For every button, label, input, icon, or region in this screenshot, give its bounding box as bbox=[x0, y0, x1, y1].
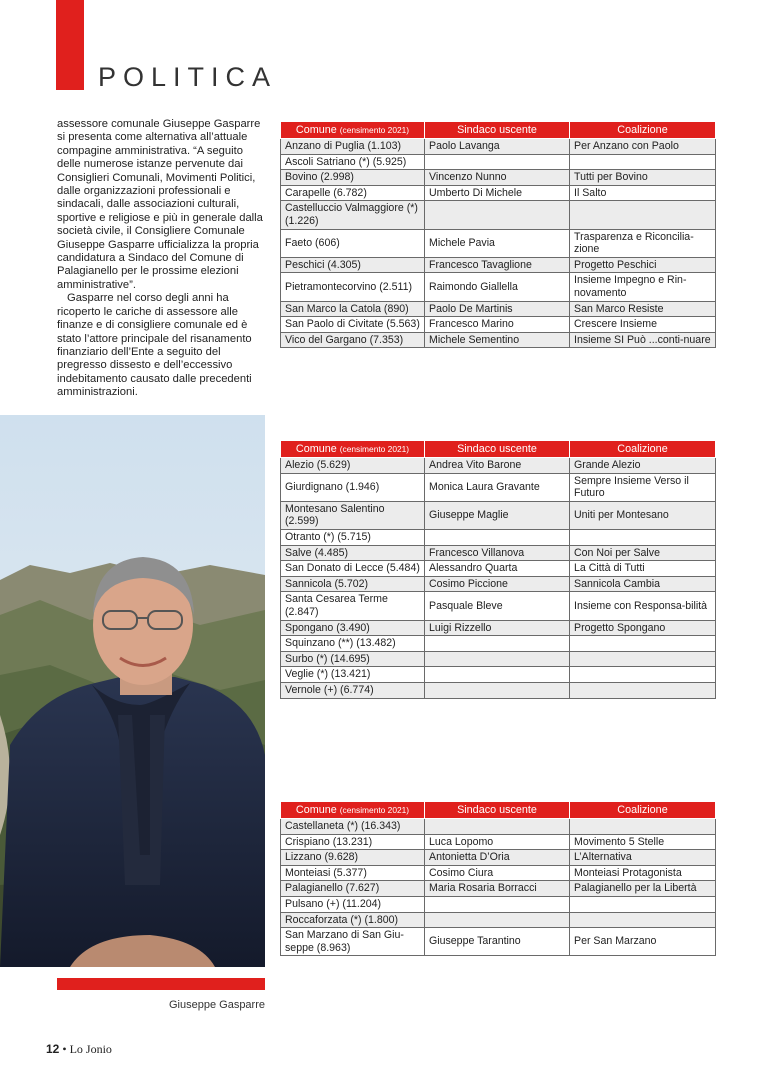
cell-sindaco: Alessandro Quarta bbox=[425, 561, 570, 577]
table-row bbox=[281, 865, 716, 881]
cell-comune: San Marzano di San Giu-seppe (8.963) bbox=[281, 928, 425, 956]
footer-separator: • bbox=[62, 1042, 67, 1056]
table-row bbox=[281, 317, 716, 333]
cell-coalizione: Insieme con Responsa-bilità bbox=[570, 592, 716, 620]
cell-coalizione bbox=[570, 896, 716, 912]
cell-comune: Giurdignano (1.946) bbox=[281, 473, 425, 501]
column-header-label: Comune bbox=[295, 124, 337, 136]
table-row bbox=[281, 651, 716, 667]
cell-sindaco bbox=[425, 682, 570, 698]
table-row bbox=[281, 501, 716, 529]
column-header-sindaco: Sindaco uscente bbox=[425, 802, 570, 819]
table-row bbox=[281, 682, 716, 698]
cell-sindaco: Paolo De Martinis bbox=[425, 301, 570, 317]
cell-sindaco: Raimondo Giallella bbox=[425, 273, 570, 301]
table-row bbox=[281, 529, 716, 545]
cell-sindaco: Umberto Di Michele bbox=[425, 185, 570, 201]
article-text bbox=[57, 118, 265, 400]
article-paragraph: Gasparre nel corso degli anni ha ricoperto le cariche di assessore alle finanze e di consigliere comunale ed è stato l’attore principale del risanamento finanziario dell’Ente a seguito del pregresso dissesto e dell’eccessivo indebitamento causato dalle precedenti amministrazioni. bbox=[57, 292, 252, 399]
results-table-lecce bbox=[280, 440, 716, 699]
cell-sindaco: Cosimo Piccione bbox=[425, 576, 570, 592]
cell-comune: Pietramontecorvino (2.511) bbox=[281, 273, 425, 301]
cell-comune: Peschici (4.305) bbox=[281, 257, 425, 273]
magazine-name: Lo Jonio bbox=[69, 1042, 112, 1056]
cell-coalizione: Per San Marzano bbox=[570, 928, 716, 956]
column-header-comune bbox=[281, 441, 425, 458]
cell-sindaco bbox=[425, 651, 570, 667]
cell-coalizione: Uniti per Montesano bbox=[570, 501, 716, 529]
table-row bbox=[281, 592, 716, 620]
cell-sindaco bbox=[425, 896, 570, 912]
column-header-coalizione: Coalizione bbox=[570, 802, 716, 819]
cell-coalizione bbox=[570, 651, 716, 667]
cell-coalizione: Sannicola Cambia bbox=[570, 576, 716, 592]
table-row bbox=[281, 154, 716, 170]
cell-sindaco bbox=[425, 912, 570, 928]
table-row bbox=[281, 170, 716, 186]
cell-coalizione bbox=[570, 154, 716, 170]
table-row bbox=[281, 667, 716, 683]
table-row bbox=[281, 620, 716, 636]
cell-coalizione bbox=[570, 912, 716, 928]
cell-sindaco bbox=[425, 529, 570, 545]
table-row bbox=[281, 201, 716, 229]
portrait-photo bbox=[0, 415, 265, 967]
page-number: 12 bbox=[46, 1042, 60, 1056]
cell-coalizione: Sempre Insieme Verso il Futuro bbox=[570, 473, 716, 501]
results-table-taranto bbox=[280, 801, 716, 956]
cell-coalizione: Crescere Insieme bbox=[570, 317, 716, 333]
table-row bbox=[281, 881, 716, 897]
cell-sindaco: Paolo Lavanga bbox=[425, 139, 570, 155]
cell-comune: Crispiano (13.231) bbox=[281, 834, 425, 850]
cell-sindaco: Giuseppe Tarantino bbox=[425, 928, 570, 956]
column-header-coalizione: Coalizione bbox=[570, 122, 716, 139]
table-row bbox=[281, 229, 716, 257]
cell-sindaco: Cosimo Ciura bbox=[425, 865, 570, 881]
cell-sindaco bbox=[425, 636, 570, 652]
cell-sindaco: Luca Lopomo bbox=[425, 834, 570, 850]
cell-sindaco bbox=[425, 201, 570, 229]
table-row bbox=[281, 185, 716, 201]
cell-comune: Spongano (3.490) bbox=[281, 620, 425, 636]
cell-comune: Sannicola (5.702) bbox=[281, 576, 425, 592]
cell-comune: Castellaneta (*) (16.343) bbox=[281, 819, 425, 835]
column-header-comune bbox=[281, 802, 425, 819]
cell-sindaco: Pasquale Bleve bbox=[425, 592, 570, 620]
cell-comune: San Marco la Catola (890) bbox=[281, 301, 425, 317]
cell-coalizione bbox=[570, 819, 716, 835]
column-header-coalizione: Coalizione bbox=[570, 441, 716, 458]
cell-sindaco: Michele Sementino bbox=[425, 332, 570, 348]
cell-coalizione bbox=[570, 636, 716, 652]
column-header-sindaco: Sindaco uscente bbox=[425, 122, 570, 139]
cell-comune: Anzano di Puglia (1.103) bbox=[281, 139, 425, 155]
cell-comune: Alezio (5.629) bbox=[281, 458, 425, 474]
cell-coalizione: Movimento 5 Stelle bbox=[570, 834, 716, 850]
cell-coalizione bbox=[570, 201, 716, 229]
cell-coalizione: Trasparenza e Riconcilia-zione bbox=[570, 229, 716, 257]
section-accent-bar bbox=[56, 0, 84, 90]
photo-caption: Giuseppe Gasparre bbox=[169, 999, 265, 1011]
cell-sindaco: Maria Rosaria Borracci bbox=[425, 881, 570, 897]
cell-sindaco bbox=[425, 667, 570, 683]
table-row bbox=[281, 545, 716, 561]
cell-comune: Castelluccio Valmaggiore (*) (1.226) bbox=[281, 201, 425, 229]
cell-sindaco: Antonietta D’Oria bbox=[425, 850, 570, 866]
table-row bbox=[281, 257, 716, 273]
column-header-comune bbox=[281, 122, 425, 139]
cell-coalizione: Con Noi per Salve bbox=[570, 545, 716, 561]
cell-comune: Ascoli Satriano (*) (5.925) bbox=[281, 154, 425, 170]
cell-comune: Salve (4.485) bbox=[281, 545, 425, 561]
cell-coalizione: Insieme SI Può ...conti-nuare bbox=[570, 332, 716, 348]
cell-coalizione: Per Anzano con Paolo bbox=[570, 139, 716, 155]
table-header-row bbox=[281, 802, 716, 819]
cell-sindaco bbox=[425, 154, 570, 170]
cell-coalizione: San Marco Resiste bbox=[570, 301, 716, 317]
cell-comune: Lizzano (9.628) bbox=[281, 850, 425, 866]
table-row bbox=[281, 896, 716, 912]
cell-coalizione: L’Alternativa bbox=[570, 850, 716, 866]
cell-comune: Bovino (2.998) bbox=[281, 170, 425, 186]
table-row bbox=[281, 458, 716, 474]
column-header-note: (censimento 2021) bbox=[339, 805, 410, 815]
cell-comune: Carapelle (6.782) bbox=[281, 185, 425, 201]
cell-comune: Faeto (606) bbox=[281, 229, 425, 257]
results-table-foggia bbox=[280, 121, 716, 348]
table-row bbox=[281, 928, 716, 956]
cell-comune: Squinzano (**) (13.482) bbox=[281, 636, 425, 652]
table-row bbox=[281, 273, 716, 301]
cell-sindaco: Vincenzo Nunno bbox=[425, 170, 570, 186]
cell-coalizione: Monteiasi Protagonista bbox=[570, 865, 716, 881]
table-row bbox=[281, 139, 716, 155]
cell-comune: Otranto (*) (5.715) bbox=[281, 529, 425, 545]
column-header-label: Comune bbox=[295, 443, 337, 455]
table-row bbox=[281, 301, 716, 317]
cell-sindaco: Michele Pavia bbox=[425, 229, 570, 257]
column-header-note: (censimento 2021) bbox=[339, 125, 410, 135]
page-footer bbox=[46, 1042, 112, 1057]
cell-sindaco: Francesco Tavaglione bbox=[425, 257, 570, 273]
cell-coalizione: Tutti per Bovino bbox=[570, 170, 716, 186]
table-row bbox=[281, 850, 716, 866]
column-header-note: (censimento 2021) bbox=[339, 444, 410, 454]
cell-sindaco: Monica Laura Gravante bbox=[425, 473, 570, 501]
cell-sindaco: Francesco Villanova bbox=[425, 545, 570, 561]
cell-coalizione: Il Salto bbox=[570, 185, 716, 201]
table-row bbox=[281, 912, 716, 928]
article-paragraph: assessore comunale Giuseppe Gasparre si presenta come alternativa all’attuale compagine amministrativa. “A seguito delle numerose istanze pervenute dai Consiglieri Comunali, Movimenti Politici, dalle organizzazioni professionali e sindacali, dalle associazioni culturali, sportive e religiose e più in generale dalla società civile, il Consigliere Comunale Giuseppe Gasparre ufficializza la propria candidatura a Sindaco del Comune di Palagianello per le prossime elezioni amministrative”. bbox=[57, 118, 263, 291]
cell-comune: San Paolo di Civitate (5.563) bbox=[281, 317, 425, 333]
column-header-label: Comune bbox=[295, 804, 337, 816]
cell-coalizione bbox=[570, 529, 716, 545]
cell-comune: Veglie (*) (13.421) bbox=[281, 667, 425, 683]
table-header-row bbox=[281, 122, 716, 139]
cell-comune: Palagianello (7.627) bbox=[281, 881, 425, 897]
cell-coalizione: Insieme Impegno e Rin-novamento bbox=[570, 273, 716, 301]
cell-coalizione: Palagianello per la Libertà bbox=[570, 881, 716, 897]
cell-comune: Vico del Gargano (7.353) bbox=[281, 332, 425, 348]
table-row bbox=[281, 636, 716, 652]
cell-sindaco: Francesco Marino bbox=[425, 317, 570, 333]
cell-sindaco: Andrea Vito Barone bbox=[425, 458, 570, 474]
table-row bbox=[281, 819, 716, 835]
table-header-row bbox=[281, 441, 716, 458]
cell-sindaco: Luigi Rizzello bbox=[425, 620, 570, 636]
caption-accent-bar bbox=[57, 978, 265, 990]
table-row bbox=[281, 332, 716, 348]
table-row bbox=[281, 473, 716, 501]
cell-coalizione: Grande Alezio bbox=[570, 458, 716, 474]
cell-comune: Montesano Salentino (2.599) bbox=[281, 501, 425, 529]
cell-comune: Monteiasi (5.377) bbox=[281, 865, 425, 881]
column-header-sindaco: Sindaco uscente bbox=[425, 441, 570, 458]
cell-coalizione bbox=[570, 667, 716, 683]
cell-comune: Surbo (*) (14.695) bbox=[281, 651, 425, 667]
cell-comune: Vernole (+) (6.774) bbox=[281, 682, 425, 698]
cell-coalizione: Progetto Spongano bbox=[570, 620, 716, 636]
cell-coalizione: Progetto Peschici bbox=[570, 257, 716, 273]
table-row bbox=[281, 561, 716, 577]
table-row bbox=[281, 834, 716, 850]
cell-comune: Pulsano (+) (11.204) bbox=[281, 896, 425, 912]
section-title: POLITICA bbox=[98, 62, 278, 92]
cell-comune: Santa Cesarea Terme (2.847) bbox=[281, 592, 425, 620]
cell-coalizione bbox=[570, 682, 716, 698]
cell-sindaco bbox=[425, 819, 570, 835]
cell-coalizione: La Città di Tutti bbox=[570, 561, 716, 577]
table-row bbox=[281, 576, 716, 592]
cell-comune: San Donato di Lecce (5.484) bbox=[281, 561, 425, 577]
cell-comune: Roccaforzata (*) (1.800) bbox=[281, 912, 425, 928]
cell-sindaco: Giuseppe Maglie bbox=[425, 501, 570, 529]
